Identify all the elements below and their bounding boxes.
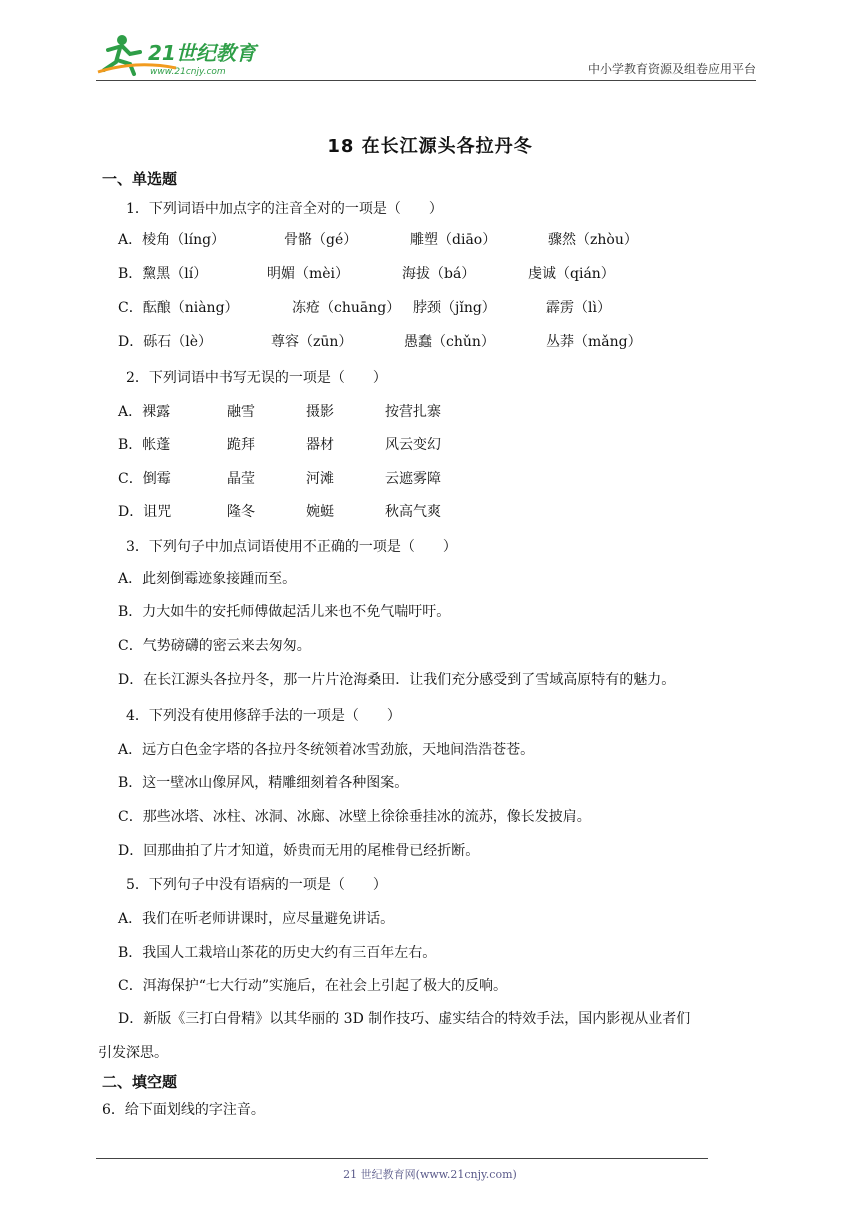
q1-c-1: C．酝酿（niàng） — [118, 300, 239, 316]
q1-b-4: 虔诚（qián） — [528, 266, 615, 282]
q2-c-1: C．倒霉 — [118, 471, 171, 487]
q2-a-1: A．裸露 — [118, 404, 171, 420]
question-3-stem: 3．下列句子中加点词语使用不正确的一项是（ ） — [126, 539, 457, 555]
q2-d-1: D．诅咒 — [118, 504, 172, 520]
q1-d-4: 丛莽（mǎng） — [546, 334, 642, 350]
page-title: 18 在长江源头各拉丹冬 — [327, 136, 533, 157]
question-4-option-d: D．回那曲拍了片才知道，娇贵而无用的尾椎骨已经折断。 — [118, 843, 480, 859]
q2-b-1: B．帐蓬 — [118, 437, 171, 453]
question-4-stem: 4．下列没有使用修辞手法的一项是（ ） — [126, 708, 401, 724]
q1-b-2: 明媚（mèi） — [267, 266, 350, 282]
question-3-option-d: D．在长江源头各拉丹冬，那一片片沧海桑田．让我们充分感受到了雪域高原特有的魅力。 — [118, 672, 676, 688]
logo-text: 21世纪教育 — [148, 41, 256, 65]
q1-d-1: D．砾石（lè） — [118, 334, 212, 350]
page-footer: 21 世纪教育网(www.21cnjy.com) — [343, 1168, 517, 1181]
q1-c-4: 霹雳（lì） — [546, 300, 611, 316]
q1-a-2: 骨骼（gé） — [284, 232, 358, 248]
question-3-option-c: C．气势磅礴的密云来去匆匆。 — [118, 638, 311, 654]
question-5-option-b: B．我国人工栽培山茶花的历史大约有三百年左右。 — [118, 945, 437, 961]
question-5-stem: 5．下列句子中没有语病的一项是（ ） — [126, 877, 387, 893]
q2-c-3: 河滩 — [306, 471, 334, 487]
question-1-stem: 1．下列词语中加点字的注音全对的一项是（ ） — [126, 201, 443, 217]
q1-a-1: A．棱角（líng） — [118, 232, 226, 248]
question-5-option-d: D．新版《三打白骨精》以其华丽的 3D 制作技巧、虚实结合的特效手法，国内影视从业者们 — [118, 1011, 691, 1027]
logo-icon — [96, 30, 266, 78]
q1-c-3: 脖颈（jǐng） — [413, 300, 496, 316]
section-heading-single-choice: 一、单选题 — [102, 170, 178, 188]
q1-b-1: B．黧黑（lí） — [118, 266, 208, 282]
q1-b-3: 海拔（bá） — [402, 266, 476, 282]
question-4-option-c: C．那些冰塔、冰柱、冰洞、冰廊、冰壁上徐徐垂挂冰的流苏，像长发披肩。 — [118, 809, 591, 825]
q2-c-4: 云遮雾障 — [385, 471, 441, 487]
q2-d-4: 秋高气爽 — [385, 504, 441, 520]
question-2-stem: 2．下列词语中书写无误的一项是（ ） — [126, 370, 387, 386]
q2-b-4: 风云变幻 — [385, 437, 441, 453]
q1-a-4: 骤然（zhòu） — [548, 232, 638, 248]
question-3-option-b: B．力大如牛的安托师傅做起活儿来也不免气喘吁吁。 — [118, 604, 451, 620]
q2-c-2: 晶莹 — [227, 471, 255, 487]
q1-a-3: 雕塑（diāo） — [410, 232, 497, 248]
header-divider — [96, 80, 756, 81]
platform-name: 中小学教育资源及组卷应用平台 — [587, 62, 756, 76]
question-5-option-c: C．洱海保护“七大行动”实施后，在社会上引起了极大的反响。 — [118, 978, 508, 994]
q1-c-2: 冻疮（chuāng） — [292, 300, 401, 316]
question-3-option-a: A．此刻倒霉迹象接踵而至。 — [118, 571, 297, 587]
q2-a-3: 摄影 — [306, 404, 334, 420]
footer-divider — [96, 1158, 708, 1159]
q2-a-4: 按营扎寨 — [385, 404, 441, 420]
question-4-option-b: B．这一壁冰山像屏风，精雕细刻着各种图案。 — [118, 775, 409, 791]
logo-url: www.21cnjy.com — [150, 67, 226, 77]
question-5-option-a: A．我们在听老师讲课时，应尽量避免讲话。 — [118, 911, 395, 927]
q2-b-3: 器材 — [306, 437, 334, 453]
q1-d-3: 愚蠢（chǔn） — [404, 334, 495, 350]
q2-b-2: 跪拜 — [227, 437, 255, 453]
q1-d-2: 尊容（zūn） — [271, 334, 353, 350]
q2-d-2: 隆冬 — [227, 504, 255, 520]
question-4-option-a: A．远方白色金字塔的各拉丹冬统领着冰雪劲旅，天地间浩浩苍苍。 — [118, 742, 535, 758]
q2-a-2: 融雪 — [227, 404, 255, 420]
question-6-stem: 6．给下面划线的字注音。 — [102, 1102, 265, 1118]
q2-d-3: 婉蜓 — [306, 504, 334, 520]
question-5-option-d-continued: 引发深思。 — [98, 1045, 168, 1061]
section-heading-fill-blank: 二、填空题 — [102, 1073, 178, 1091]
page-header — [96, 30, 756, 80]
